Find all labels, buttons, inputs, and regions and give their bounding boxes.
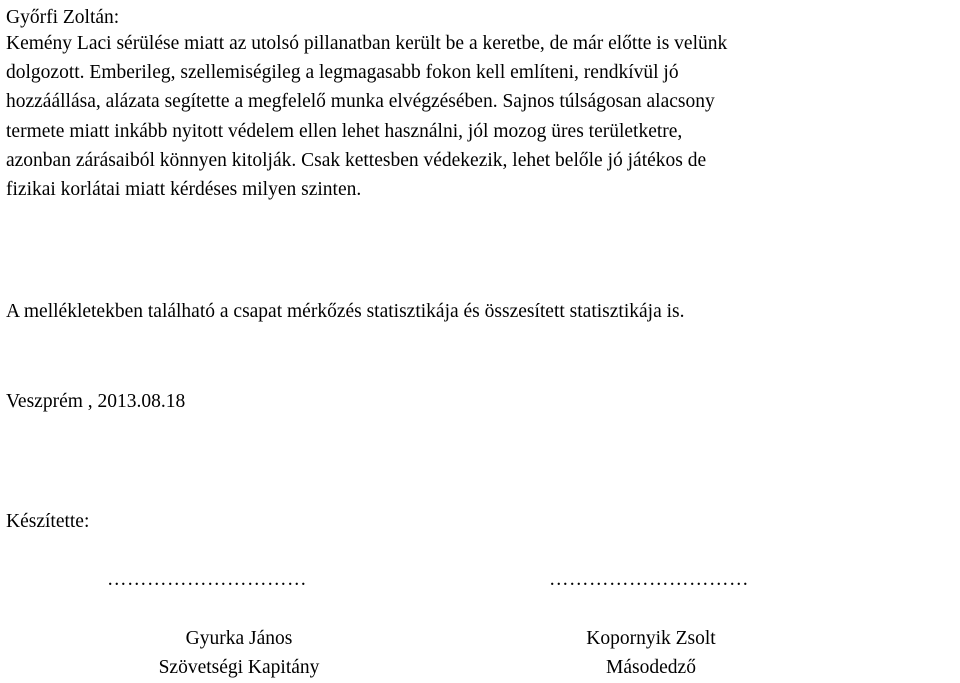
signer-left [128, 624, 350, 682]
signer-title: Szövetségi Kapitány [158, 657, 320, 678]
signer-name: Gyurka János [185, 628, 293, 649]
signature-line-left: ………………………… [107, 569, 307, 590]
paragraph-line: Kemény Laci sérülése miatt az utolsó pillanatban került be a keretbe, de már előtte is velünk [6, 33, 728, 54]
prepared-by-label: Készítette: [6, 511, 90, 532]
signer-title: Másodedző [606, 657, 696, 678]
signer-name: Kopornyik Zsolt [586, 628, 716, 649]
signature-line-right: ………………………… [549, 569, 749, 590]
evaluation-paragraph [6, 29, 958, 204]
evaluation-heading: Győrfi Zoltán: [6, 7, 120, 28]
paragraph-line: azonban zárásaiból könnyen kitolják. Csak kettesben védekezik, lehet belőle jó játékos de [6, 149, 707, 171]
signer-right [566, 624, 736, 682]
paragraph-line: hozzáállása, alázata segítette a megfelelő munka elvégzésében. Sajnos túlságosan alacsony [6, 91, 715, 113]
paragraph-line: termete miatt inkább nyitott védelem ellen lehet használni, jól mozog üres területketre, [6, 120, 683, 142]
attachments-note: A mellékletekben található a csapat mérkőzés statisztikája és összesített statisztikája is. [6, 301, 685, 322]
paragraph-line: fizikai korlátai miatt kérdéses milyen szinten. [6, 179, 362, 201]
place-date: Veszprém , 2013.08.18 [6, 391, 186, 412]
paragraph-line: dolgozott. Emberileg, szellemiségileg a legmagasabb fokon kell említeni, rendkívül jó [6, 62, 679, 84]
